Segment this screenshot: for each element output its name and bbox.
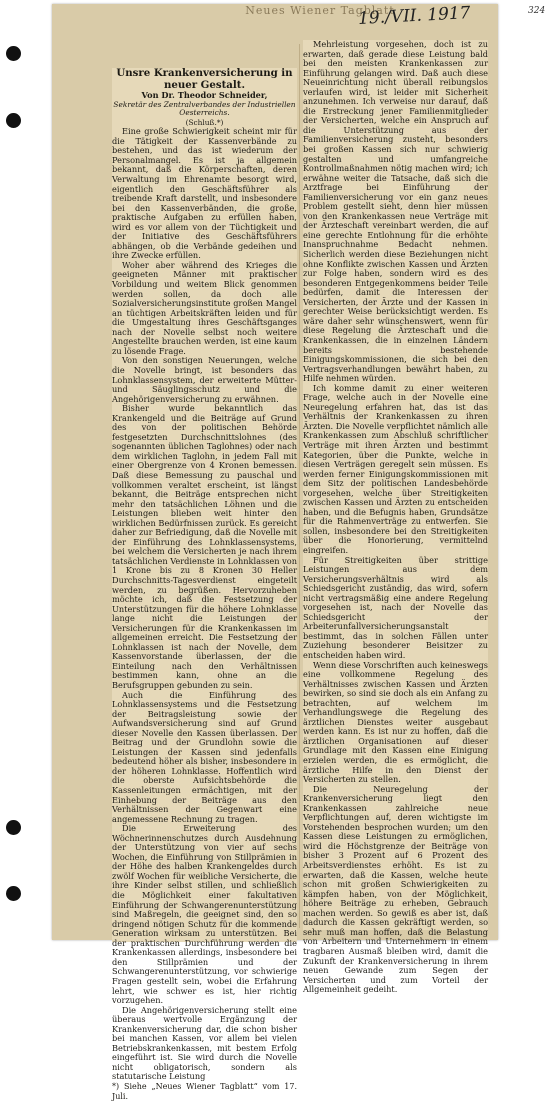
paragraph: Woher aber während des Krieges die geeigneten Männer mit praktischer Vorbildung und weitem Blick genommen werden sollen, da doch alle Sozialversicherungsinstitute großen Mangel an tüchtigen Arbeitskräften leiden und für die Umgestaltung ihres Geschäftsganges nach der Novelle selbst noch weitere Angestellte brauchen werden, ist eine kaum zu lösende Frage. [112,259,297,356]
paragraph: Eine große Schwierigkeit scheint mir für die Tätigkeit der Kassenverbände zu bestehen, und das ist wiederum der Personalmangel. Es ist ja allgemein bekannt, daß die Körperschaften, deren Verwaltung im Ehrenamte besorgt wird, eigentlich den Geschäftsführer als treibende Kraft darstellt, und insbesondere bei den Kassenverbänden, die große, praktische Aufgaben zu erfüllen haben, wird es vor allem von der Tüchtigkeit und der Initiative des Geschäftsführers abhängen, ob die Verbände gedeihen und ihre Zwecke erfüllen. [112,126,297,261]
archive-number: 324 [528,6,545,16]
source-footnote: *) Siehe „Neues Wiener Tagblatt“ vom 17. Juli. [112,1081,297,1101]
paragraph: Die Erweiterung des Wöchnerinnenschutzes durch Ausdehnung der Unterstützung von vier auf sechs Wochen, die Einführung von Stillprämien in der Höhe des halben Krankengeldes durch zwölf Wochen für weibliche Versicherte, die ihre Kinder selbst stillen, und schließlich die Möglichkeit einer fakultativen Einführung der Schwangerenunterstützung sind Maßregeln, die geeignet sind, den so dringend nötigen Schutz für die kommende Generation wirksam zu unterstützen. Bei der praktischen Durchführung werden die Krankenkassen allerdings, insbesondere bei den Stillprämien und der Schwangerenunterstützung, vor schwierige Fragen gestellt sein, wobei die Erfahrung lehrt, wie schwer es ist, hier richtig vorzugehen. [112,823,297,1006]
paragraph: Von den sonstigen Neuerungen, welche die Novelle bringt, ist besonders das Lohnklassensystem, der erweiterte Mütter- und Säuglingsschutz und die Angehörigenversicherung zu erwähnen. [112,355,297,404]
paragraph: Ich komme damit zu einer weiteren Frage, welche auch in der Novelle eine Neuregelung erfahren hat, das ist das Verhältnis der Krankenkassen zu ihren Ärzten. Die Novelle verpflichtet nämlich alle Krankenkassen zum Abschluß schriftlicher Verträge mit ihren Ärzten und bestimmt Kategorien, über die Punkte, welche in diesen Verträgen geregelt sein müssen. Es werden ferner Einigungskommissionen mit dem Sitz der politischen Landesbehörde vorgesehen, welche über Streitigkeiten zwischen Kassen und Ärzten zu entscheiden haben, und die Befugnis haben, Grundsätze für die Rahmenverträge zu entwerfen. Sie sollen, insbesondere bei den Streitigkeiten über die Honorierung, vermittelnd eingreifen. [303,382,488,555]
article-title: Unsre Krankenversicherung in neuer Gestalt. [116,67,293,91]
handwritten-date: 19./VII. 1917 [357,3,471,29]
column-divider [299,44,300,928]
binder-hole-2 [6,113,21,128]
article-right-column [303,39,488,995]
paragraph: Auch die Einführung des Lohnklassensystems und die Festsetzung der Beitragsleistung sowie der Aufwandsversicherung sind auf Grund dieser Novelle den Kassen überlassen. Der Beitrag und der Grundlohn sowie die Leistungen der Kassen sind jedenfalls bedeutend höher als bisher, insbesondere in der höheren Lohnklasse. Hoffentlich wird die oberste Aufsichtsbehörde die Kassenleitungen ermächtigen, mit der Einhebung der Beiträge aus den Verhältnissen der Gegenwart eine angemessene Rechnung zu tragen. [112,689,297,824]
binder-hole-4 [6,886,21,901]
article-left-column [112,67,297,1101]
paragraph: Wenn diese Vorschriften auch keineswegs eine vollkommene Regelung des Verhältnisses zwischen Kassen und Ärzten bewirken, so sind sie doch als ein Anfang zu betrachten, auf welchem im Verhandlungswege die Regelung des ärztlichen Dienstes weiter ausgebaut werden kann. Es ist nur zu hoffen, daß die ärztlichen Organisationen auf dieser Grundlage mit den Kassen eine Einigung erzielen werden, die es ermöglicht, die ärztliche Hilfe in den Dienst der Versicherten zu stellen. [303,659,488,785]
paragraph: Die Neuregelung der Krankenversicherung liegt den Krankenkassen zahlreiche neue Verpflichtungen auf, deren wichtigste im Vorstehenden besprochen wurden; um den Kassen diese Leistungen zu ermöglichen, wird die Höchstgrenze der Beiträge von bisher 3 Prozent auf 6 Prozent des Arbeitsverdienstes erhöht. Es ist zu erwarten, daß die Kassen, welche heute schon mit großen Schwierigkeiten zu kämpfen haben, von der Möglichkeit, höhere Beiträge zu erheben, Gebrauch machen werden. So gewiß es aber ist, daß dadurch die Kassen gekräftigt werden, so sehr muß man hoffen, daß die Belastung von Arbeitern und Unternehmern in einem tragbaren Ausmaß bleiben wird, damit die Zukunft der Krankenversicherung in ihrem neuen Gewande zum Segen der Versicherten und zum Vorteil der Allgemeinheit gedeiht. [303,783,488,995]
paragraph: Für Streitigkeiten über strittige Leistungen aus dem Versicherungsverhältnis wird als Schiedsgericht zuständig, das wird, sofern nicht vertragsmäßig eine andere Regelung vorgesehen ist, nach der Novelle das Schiedsgericht der Arbeiterunfallversicherungsanstalt bestimmt, das in solchen Fällen unter Zuziehung besonderer Beisitzer zu entscheiden haben wird. [303,554,488,660]
paragraph: Die Angehörigenversicherung stellt eine überaus wertvolle Ergänzung der Krankenversicherung dar, die schon bisher bei manchen Kassen, vor allem bei vielen Betriebskrankenkassen, mit bestem Erfolg eingeführt ist. Sie wird durch die Novelle nicht obligatorisch, sondern als statutarische Leistung [112,1004,297,1082]
binder-hole-1 [6,46,21,61]
author-affiliation: Sekretär des Zentralverbandes der Industriellen Oesterreichs. [113,99,296,118]
paragraph: Mehrleistung vorgesehen, doch ist zu erwarten, daß gerade diese Leistung bald bei den meisten Krankenkassen zur Einführung gelangen wird. Daß auch diese Neueinrichtung nicht überall reibungslos verlaufen wird, ist leider mit Sicherheit anzunehmen. Ich verweise nur darauf, daß die Erstreckung jener Familienmitglieder der Versicherten, welche ein Anspruch auf die Unterstützung aus der Familienversicherung zusteht, besonders bei großen Kassen sich nur schwierig gestalten und umfangreiche Kontrollmaßnahmen nötig machen wird; ich erwähne weiter die Tatsache, daß sich die Arztfrage bei Einführung der Familienversicherung vor ein ganz neues Problem gestellt sieht, denn hier müssen von den Krankenkassen neue Verträge mit der Ärzteschaft vereinbart werden, die auf eine gerechte Entlohnung für die erhöhte Inanspruchnahme Bedacht nehmen. Sicherlich werden diese Beziehungen nicht ohne Konflikte zwischen Kassen und Ärzten zur Folge haben, sondern wird es des besonderen Entgegenkommens beider Teile bedürfen, damit die Interessen der Versicherten, der Ärzte und der Kassen in gerechter Weise berücksichtigt werden. Es wäre daher sehr wünschenswert, wenn für diese Regelung die Ärzteschaft und die Krankenkassen, die in einzelnen Ländern bereits bestehende Einigungskommissionen, die sich bei den Vertragsverhandlungen bewährt haben, zu Hilfe nehmen würden. [303,39,488,384]
binder-hole-3 [6,820,21,835]
conclusion-label: (Schluß.*) [185,117,224,127]
paragraph: Bisher wurde bekanntlich das Krankengeld und die Beiträge auf Grund des von der politischen Behörde festgesetzten Durchschnittslohnes (des sogenannten üblichen Taglohnes) oder nach dem wirklichen Taglohn, in jedem Fall mit einer Obergrenze von 4 Kronen bemessen. Daß diese Bemessung zu pauschal und vollkommen veraltet erscheint, ist längst bekannt, die Beiträge entsprechen nicht mehr den tatsächlichen Löhnen und die Leistungen blieben weit hinter den wirklichen Bedürfnissen zurück. Es gereicht daher zur Befriedigung, daß die Novelle mit der Einführung des Lohnklassensystems, bei welchem die Versicherten je nach ihrem tatsächlichen Verdienste in Lohnklassen von 1 Krone bis zu 8 Kronen 30 Heller Durchschnitts-Tagesverdienst eingeteilt werden, zu begrüßen. Hervorzuheben möchte ich, daß die Festsetzung der Unterstützungen für die höhere Lohnklasse lange nicht die Leistungen der Versicherungen für die Krankenkassen im allgemeinen erreicht. Die Festsetzung der Lohnklassen ist nach der Novelle, dem Kassenvorstande überlassen, der die Einteilung nach den Verhältnissen bestimmen kann, ohne an die Berufsgruppen gebunden zu sein. [112,403,297,690]
masthead: Neues Wiener Tagblatt [245,4,395,17]
article-byline: Von Dr. Theodor Schneider, [141,90,268,100]
